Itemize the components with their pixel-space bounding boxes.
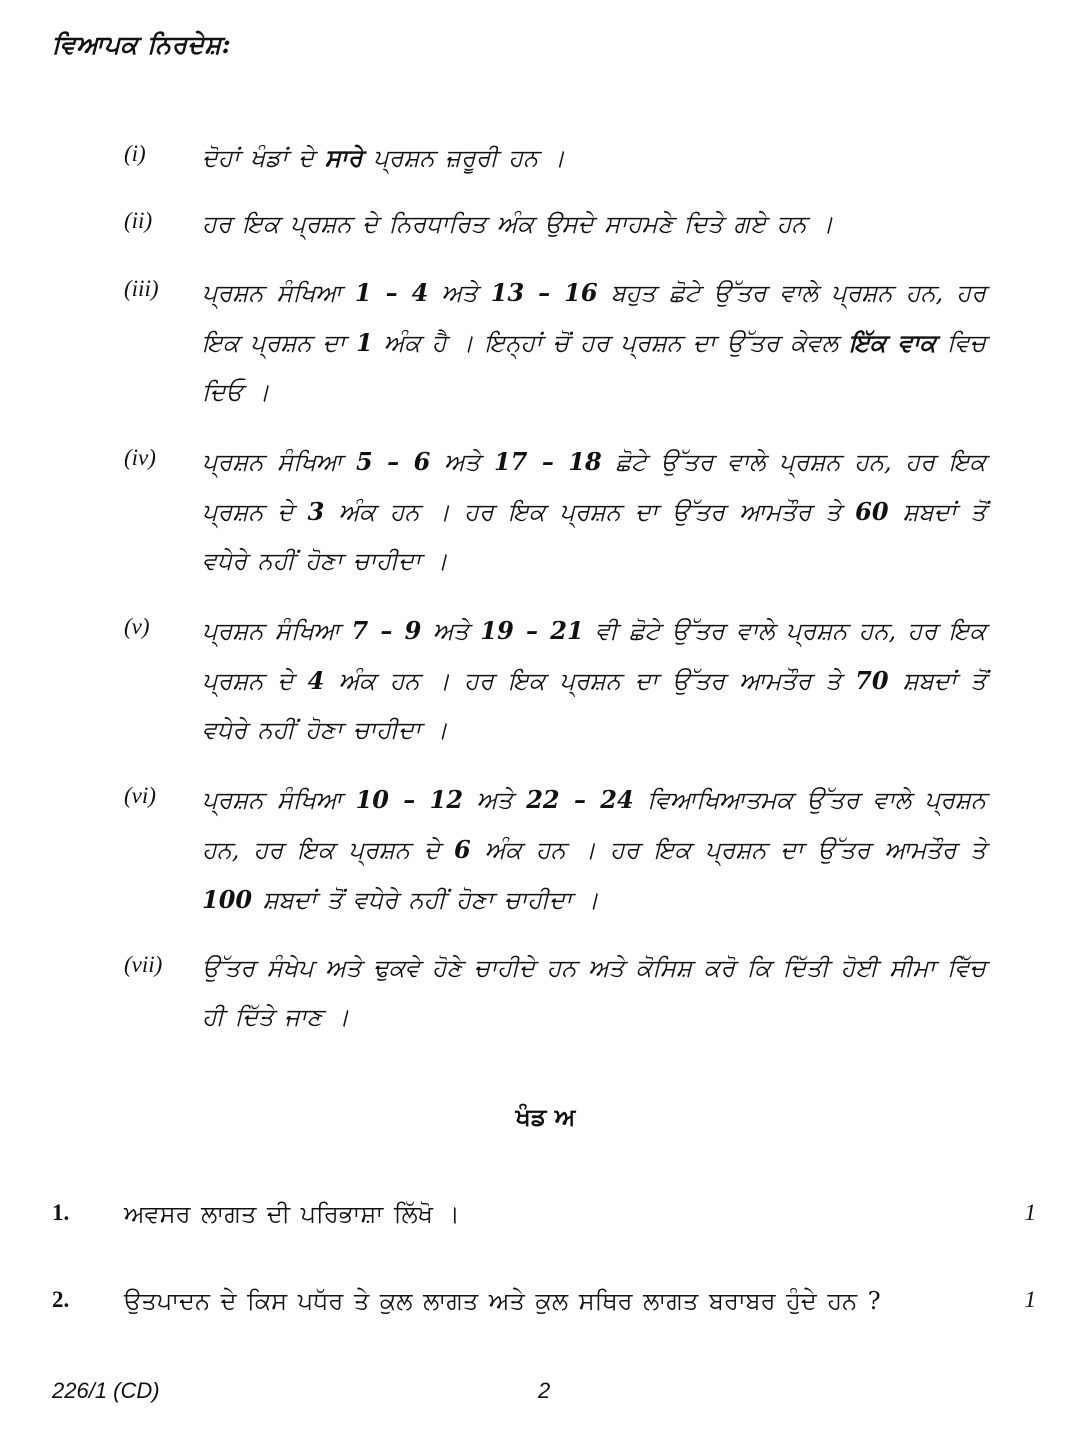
text-run: ਪ੍ਰਸ਼ਨ ਸੰਖਿਆ bbox=[202, 448, 356, 476]
page-number: 2 bbox=[538, 1378, 551, 1403]
instruction-number: (iv) bbox=[124, 445, 156, 470]
instruction-text bbox=[202, 268, 986, 417]
bold-run: 17 – 18 bbox=[493, 447, 602, 476]
instruction-number: (v) bbox=[124, 614, 150, 639]
text-run: ਪ੍ਰਸ਼ਨ ਸੰਖਿਆ bbox=[202, 617, 352, 645]
paper-code: 226/1 (CD) bbox=[52, 1378, 160, 1403]
text-run: ਵਿਆਖਿਆਤਮਕ ਉੱਤਰ ਵਾਲੇ ਪ੍ਰਸ਼ਨ ਹਨ, ਹਰ ਇਕ ਪ੍ਰਸ਼ਨ ਦੇ bbox=[202, 786, 986, 864]
bold-run: ਸਾਰੇ bbox=[324, 143, 363, 172]
text-run: ਦੋਹਾਂ ਖੰਡਾਂ ਦੇ bbox=[202, 144, 325, 172]
text-run: ਅਤੇ bbox=[430, 448, 494, 476]
text-run: ਅਤੇ bbox=[421, 617, 481, 645]
instruction-text bbox=[202, 200, 986, 249]
instruction-number: (iii) bbox=[124, 276, 159, 301]
text-run: ਵੀ ਛੋਟੇ ਉੱਤਰ ਵਾਲੇ ਪ੍ਰਸ਼ਨ ਹਨ, ਹਰ ਇਕ ਪ੍ਰਸ਼ਨ ਦੇ bbox=[202, 617, 986, 695]
bold-run: 1 bbox=[356, 328, 373, 357]
bold-run: 5 – 6 bbox=[355, 447, 431, 476]
instruction-text bbox=[202, 944, 986, 1042]
instruction-item bbox=[124, 944, 986, 1042]
bold-run: 22 – 24 bbox=[526, 785, 634, 814]
question-number: 2. bbox=[52, 1287, 70, 1312]
instruction-text bbox=[202, 775, 986, 925]
instruction-item bbox=[124, 606, 986, 755]
instruction-text bbox=[202, 133, 986, 183]
instruction-item bbox=[124, 437, 986, 586]
instruction-number: (i) bbox=[124, 141, 146, 166]
text-run: ਸ਼ਬਦਾਂ ਤੋਂ ਵਧੇਰੇ ਨਹੀਂ ਹੋਣਾ ਚਾਹੀਦਾ । bbox=[202, 498, 986, 575]
bold-run: 70 bbox=[855, 666, 889, 695]
text-run: ਅੰਕ ਹੈ । ਇਨ੍ਹਾਂ ਚੋਂ ਹਰ ਪ੍ਰਸ਼ਨ ਦਾ ਉੱਤਰ ਕੇਵਲ bbox=[372, 329, 849, 357]
text-run: ਛੋਟੇ ਉੱਤਰ ਵਾਲੇ ਪ੍ਰਸ਼ਨ ਹਨ, ਹਰ ਇਕ ਪ੍ਰਸ਼ਨ ਦੇ bbox=[202, 448, 986, 526]
question-marks: 1 bbox=[1024, 1287, 1036, 1312]
text-run: ਅੰਕ ਹਨ । ਹਰ ਇਕ ਪ੍ਰਸ਼ਨ ਦਾ ਉੱਤਰ ਆਮਤੌਰ ਤੇ bbox=[324, 498, 856, 526]
bold-run: ਇੱਕ ਵਾਕ bbox=[848, 328, 937, 357]
bold-run: 10 – 12 bbox=[355, 785, 464, 814]
text-run: ਪ੍ਰਸ਼ਨ ਜ਼ਰੂਰੀ ਹਨ । bbox=[362, 144, 565, 172]
text-run: ਪ੍ਰਸ਼ਨ ਸੰਖਿਆ bbox=[202, 786, 356, 814]
bold-run: 7 – 9 bbox=[351, 616, 422, 645]
text-run: ਹਰ ਇਕ ਪ੍ਰਸ਼ਨ ਦੇ ਨਿਰਧਾਰਿਤ ਅੰਕ ਉਸਦੇ ਸਾਹਮਣੇ ਦਿਤੇ ਗਏ ਹਨ । bbox=[202, 210, 834, 238]
text-run: ਅੰਕ ਹਨ । ਹਰ ਇਕ ਪ੍ਰਸ਼ਨ ਦਾ ਉੱਤਰ ਆਮਤੌਰ ਤੇ bbox=[470, 836, 986, 864]
bold-run: 6 bbox=[453, 835, 471, 864]
bold-run: 4 bbox=[307, 666, 325, 695]
text-run: ਵਿਚ ਦਿਓ । bbox=[202, 329, 986, 406]
instruction-item bbox=[124, 775, 986, 925]
text-run: ਅਤੇ bbox=[428, 279, 491, 307]
text-run: ਸ਼ਬਦਾਂ ਤੋਂ ਵਧੇਰੇ ਨਹੀਂ ਹੋਣਾ ਚਾਹੀਦਾ । bbox=[252, 886, 599, 914]
bold-run: 1 – 4 bbox=[354, 278, 429, 307]
text-run: ਅਤੇ bbox=[463, 786, 527, 814]
bold-run: 60 bbox=[855, 497, 889, 526]
bold-run: 19 – 21 bbox=[480, 616, 584, 645]
question-marks: 1 bbox=[1024, 1200, 1036, 1225]
bold-run: 13 – 16 bbox=[490, 278, 598, 307]
text-run: ਬਹੁਤ ਛੋਟੇ ਉੱਤਰ ਵਾਲੇ ਪ੍ਰਸ਼ਨ ਹਨ, ਹਰ ਇਕ ਪ੍ਰਸ਼ਨ ਦਾ bbox=[202, 279, 986, 357]
text-run: ਅੰਕ ਹਨ । ਹਰ ਇਕ ਪ੍ਰਸ਼ਨ ਦਾ ਉੱਤਰ ਆਮਤੌਰ ਤੇ bbox=[324, 667, 856, 695]
text-run: ਪ੍ਰਸ਼ਨ ਸੰਖਿਆ bbox=[202, 279, 355, 307]
text-run: ਸ਼ਬਦਾਂ ਤੋਂ ਵਧੇਰੇ ਨਹੀਂ ਹੋਣਾ ਚਾਹੀਦਾ । bbox=[202, 667, 986, 744]
instruction-number: (vii) bbox=[124, 952, 163, 977]
text-run: ਉੱਤਰ ਸੰਖੇਪ ਅਤੇ ਢੁਕਵੇ ਹੋਣੇ ਚਾਹੀਦੇ ਹਨ ਅਤੇ ਕੋਸਿਸ਼ ਕਰੋ ਕਿ ਦਿੱਤੀ ਹੋਈ ਸੀਮਾ ਵਿੱਚ ਹੀ ਦਿੱਤੇ ਜਾਣ । bbox=[202, 954, 986, 1031]
instruction-item bbox=[124, 268, 986, 417]
question-number: 1. bbox=[52, 1200, 70, 1225]
instruction-text bbox=[202, 437, 986, 586]
instruction-item bbox=[124, 133, 986, 183]
instruction-number: (vi) bbox=[124, 783, 156, 808]
question-text: ਉਤਪਾਦਨ ਦੇ ਕਿਸ ਪਧੱਰ ਤੇ ਕੁਲ ਲਾਗਤ ਅਤੇ ਕੁਲ ਸਥਿਰ ਲਾਗਤ ਬਰਾਬਰ ਹੁੰਦੇ ਹਨ ? bbox=[124, 1287, 881, 1315]
instruction-text bbox=[202, 606, 986, 755]
question-text: ਅਵਸਰ ਲਾਗਤ ਦੀ ਪਰਿਭਾਸ਼ਾ ਲਿੱਖੋ । bbox=[124, 1200, 460, 1228]
bold-run: 3 bbox=[307, 497, 325, 526]
bold-run: 100 bbox=[202, 885, 253, 914]
section-title: ਖੰਡ ਅ bbox=[515, 1102, 576, 1131]
general-instructions-heading: ਵਿਆਪਕ ਨਿਰਦੇਸ਼: bbox=[52, 30, 232, 59]
instruction-item bbox=[124, 200, 986, 249]
instruction-number: (ii) bbox=[124, 208, 153, 233]
